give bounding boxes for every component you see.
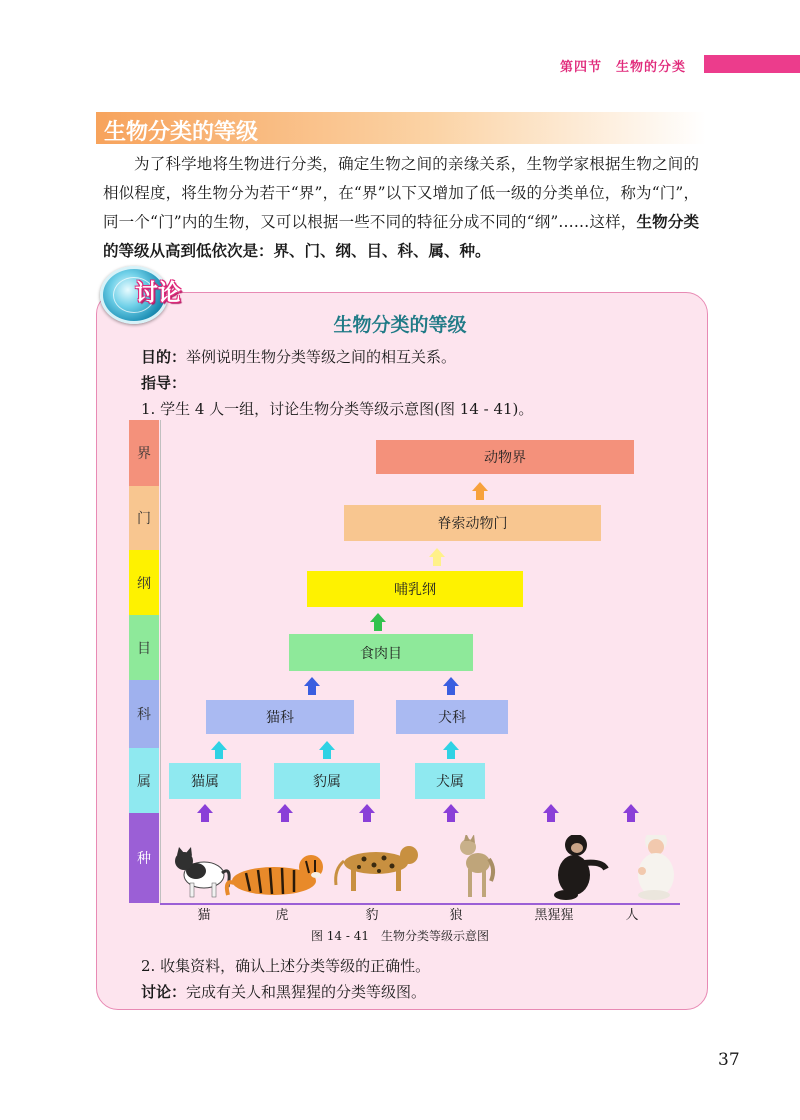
intro-bold-text: 生物分类的等级从高到低依次是：界、门、纲、目、科、属、种。 xyxy=(103,213,699,260)
arrow-up-icon xyxy=(444,741,458,759)
arrow-up-icon xyxy=(278,804,292,822)
rank-cell: 属 xyxy=(129,748,159,813)
arrow-up-icon xyxy=(360,804,374,822)
section-title: 生物分类的等级 xyxy=(104,120,259,145)
animal-label-leopard: 豹 xyxy=(365,908,379,923)
arrow-up-icon xyxy=(198,804,212,822)
taxon-order: 食肉目 xyxy=(289,634,473,671)
chimpanzee-image xyxy=(554,835,606,900)
rank-cell: 纲 xyxy=(129,550,159,615)
animal-label-cat: 猫 xyxy=(197,908,211,923)
header-color-bar xyxy=(704,55,800,73)
page-number: 37 xyxy=(718,1050,740,1070)
taxon-phylum: 脊索动物门 xyxy=(344,505,601,541)
chapter-header: 第四节 生物的分类 xyxy=(560,60,687,75)
animal-label-tiger: 虎 xyxy=(275,908,289,923)
arrow-up-icon xyxy=(305,677,319,695)
step-1: 1. 学生 4 人一组，讨论生物分类等级示意图(图 14 - 41)。 xyxy=(141,400,534,418)
arrow-up-icon xyxy=(473,482,487,500)
discuss-line xyxy=(141,981,426,1002)
taxon-family-cat: 猫科 xyxy=(206,700,354,734)
arrow-up-icon xyxy=(371,613,385,631)
arrow-up-icon xyxy=(320,741,334,759)
cat-image xyxy=(175,847,229,897)
purpose-line xyxy=(141,346,456,367)
figure-caption: 图 14 - 41 生物分类等级示意图 xyxy=(310,929,490,943)
arrow-up-icon xyxy=(444,804,458,822)
intro-text: 为了科学地将生物进行分类，确定生物之间的亲缘关系，生物学家根据生物之间的相似程度，将生物分为若干“界”，在“界”以下又增加了低一级的分类单位，称为“门”，同一个“门”内的生物，又可以根据一些不同的特征分成不同的“纲”……这样， xyxy=(103,155,699,231)
rank-cell: 目 xyxy=(129,615,159,680)
animal-label-wolf: 狼 xyxy=(449,908,463,923)
taxon-class: 哺乳纲 xyxy=(307,571,523,607)
taxonomy-diagram xyxy=(126,420,686,940)
rank-cell: 科 xyxy=(129,680,159,748)
taxon-genus-cat: 猫属 xyxy=(169,763,241,799)
rank-cell: 界 xyxy=(129,420,159,486)
guide-label: 指导： xyxy=(141,374,187,392)
rank-cell: 门 xyxy=(129,486,159,550)
wolf-image xyxy=(460,835,493,897)
leopard-image xyxy=(336,846,418,891)
arrow-up-icon xyxy=(212,741,226,759)
taxon-genus-dog: 犬属 xyxy=(415,763,485,799)
baby-image xyxy=(638,835,674,900)
rank-cell: 种 xyxy=(129,813,159,903)
arrow-up-icon xyxy=(444,677,458,695)
arrow-up-icon xyxy=(544,804,558,822)
taxon-genus-leopard: 豹属 xyxy=(274,763,380,799)
taxon-family-dog: 犬科 xyxy=(396,700,508,734)
purpose-label: 目的： xyxy=(141,348,187,366)
tiger-image xyxy=(227,855,323,895)
discussion-label: 讨论 xyxy=(135,280,181,306)
animal-illustrations xyxy=(166,835,686,905)
purpose-text: 举例说明生物分类等级之间的相互关系。 xyxy=(186,348,457,366)
arrow-up-icon xyxy=(430,548,444,566)
taxon-kingdom: 动物界 xyxy=(376,440,634,474)
animal-label-human: 人 xyxy=(625,908,639,923)
step-2: 2. 收集资料，确认上述分类等级的正确性。 xyxy=(141,957,431,975)
vertical-axis xyxy=(160,420,161,904)
animal-label-chimpanzee: 黑猩猩 xyxy=(534,908,574,923)
discussion-title: 生物分类的等级 xyxy=(333,314,467,336)
arrow-up-icon xyxy=(624,804,638,822)
intro-paragraph xyxy=(103,150,699,266)
discuss-text: 完成有关人和黑猩猩的分类等级图。 xyxy=(186,983,427,1001)
discuss-label: 讨论： xyxy=(141,983,187,1001)
